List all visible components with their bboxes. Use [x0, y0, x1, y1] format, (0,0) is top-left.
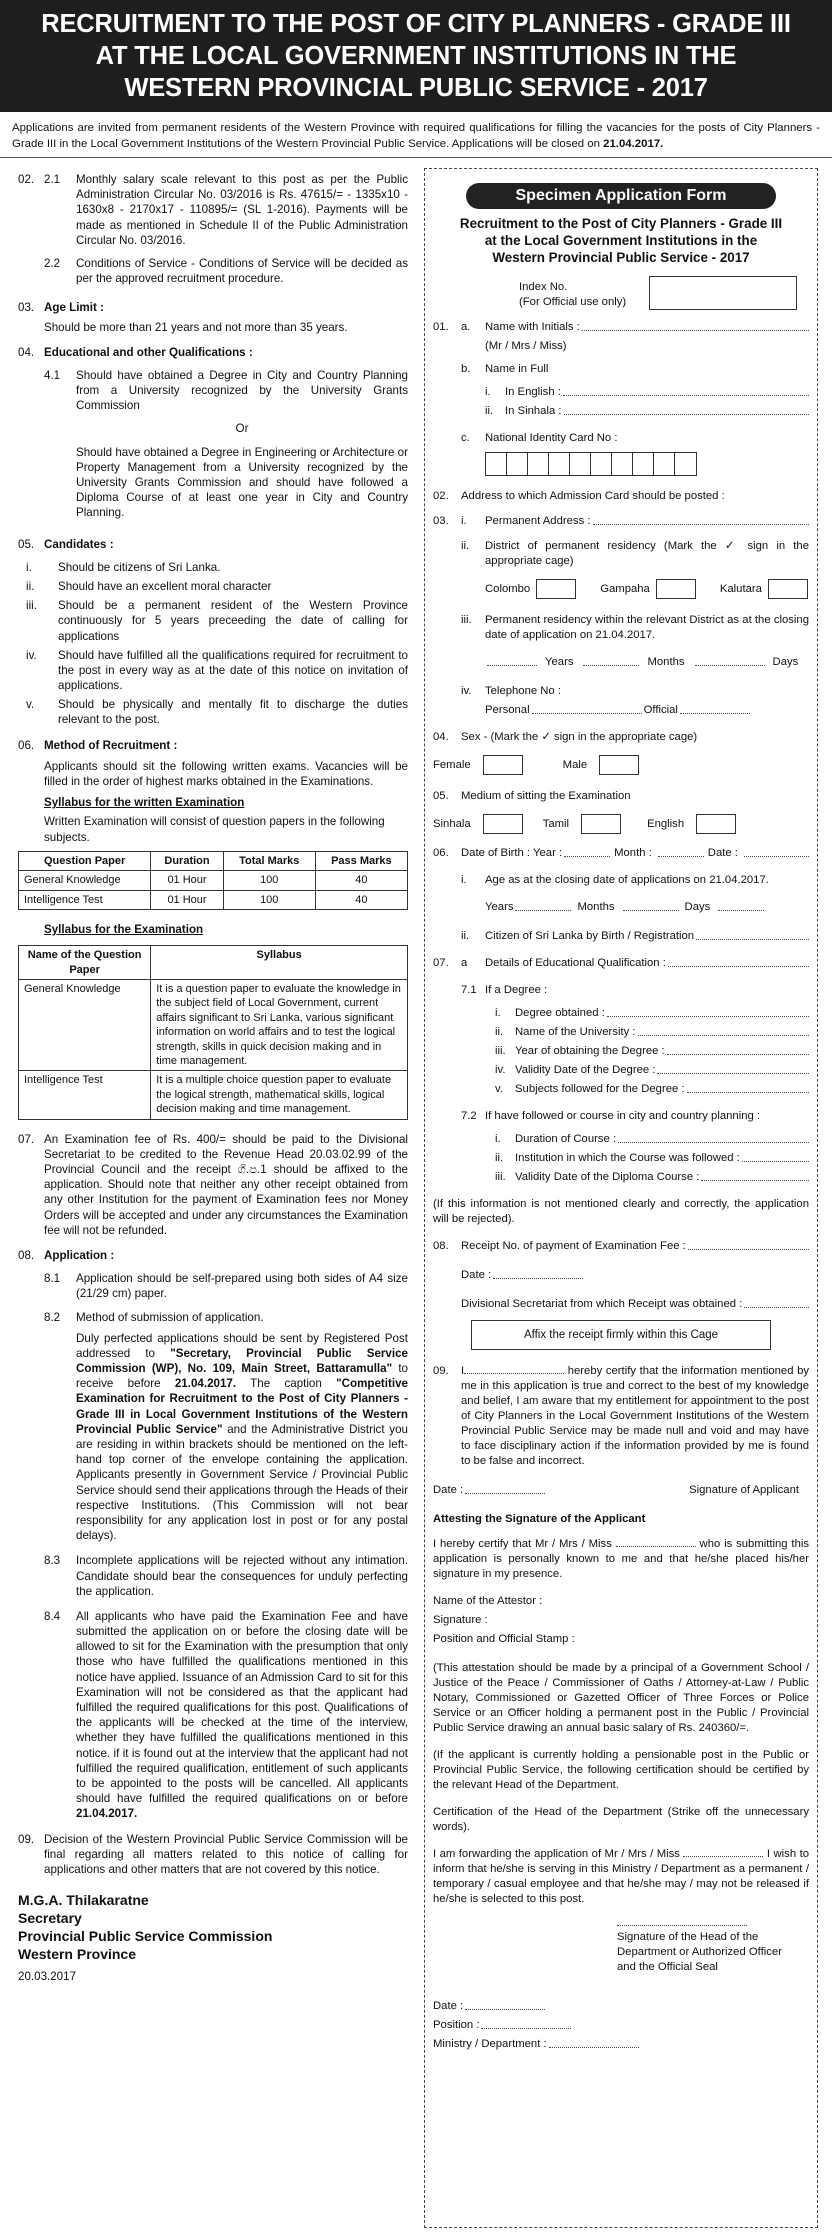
section-05: 05. Candidates : [18, 537, 114, 551]
list-item: iii. Should be a permanent resident of the Western Province continuously for 5 years preceeding the date of calling for applications [26, 599, 408, 643]
kalutara-checkbox[interactable] [768, 579, 808, 599]
nic-boxes[interactable] [485, 452, 809, 479]
section-02: 02. 2.1 Monthly salary scale relevant to this post as per the Public Administration Circular No. 03/2016 is Rs. 47615/= - 1335x10 - 1630x8 - 2170x17 - 110895/= (SL 1-2016). Payments will be made as mentioned in Schedule II of the Public Administration Circular No. 03/2016. 2.2 Conditions of Service - Conditions of Service will be decided as per the approved recruitment procedure. [18, 173, 408, 286]
name-english-field[interactable] [563, 385, 809, 396]
section-04: 04. Educational and other Qualifications : [18, 345, 253, 359]
conditions-text: Conditions of Service - Conditions of Service will be decided as per the approved recruitment procedure. [76, 256, 408, 286]
index-box[interactable] [649, 276, 797, 310]
hod-signature: Signature of the Head of the Department or Authorized Officer and the Official Seal [617, 1925, 809, 1975]
section-07: 07. An Examination fee of Rs. 400/= should be paid to the Divisional Secretariat to be credited to the Revenue Head 20.03.02.99 of the Provincial Council and the receipt ගි.ප.1 should be affixed to the application. Should note that neither any other receipt obtained from any other Institution for the payment of Examination fees nor Money Orders will be accepted and under any circumstances the Examination fee will not be refunded. [18, 1132, 408, 1237]
header-line-1: RECRUITMENT TO THE POST OF CITY PLANNERS - GRADE III [41, 10, 791, 38]
section-03: 03. Age Limit : [18, 301, 104, 315]
candidate-list [18, 560, 408, 728]
signatory-name: M.G.A. Thilakaratne [18, 1892, 149, 1909]
index-no: Index No. (For Official use only) [519, 276, 809, 310]
rejection-note: (If this information is not mentioned clearly and correctly, the application will be rejected). [433, 1198, 809, 1226]
female-checkbox[interactable] [483, 755, 523, 775]
decision-text: Decision of the Western Provincial Public Service Commission will be final regarding all matters related to this notice of calling for applications and other matters that are not covered by this notice. [44, 1832, 408, 1876]
list-item: iv. Should have fulfilled all the qualifications required for recruitment to the post in every way as at the date of this notice on invitation of applications. [26, 648, 408, 693]
divider [0, 157, 832, 158]
hod-certification: Certification of the Head of the Department (Strike off the unnecessary words). [433, 1806, 809, 1834]
exam-table [18, 851, 408, 910]
permanent-address-field[interactable] [593, 514, 810, 525]
syllabus-table [18, 945, 408, 1119]
tamil-checkbox[interactable] [581, 814, 621, 834]
name-initials-field[interactable] [582, 320, 809, 331]
form-badge: Specimen Application Form [466, 183, 776, 209]
receipt-cage[interactable]: Affix the receipt firmly within this Cage [471, 1320, 771, 1350]
table-row: General Knowledge It is a question paper to evaluate the knowledge in the subject field of Local Government, current affairs significant to Sri Lanka, various significant information on world affairs and to test the logical strength, skills in quick decision making and in time management. [19, 979, 408, 1070]
forwarding-text: I am forwarding the application of Mr / Mrs / Miss I wish to inform that he/she is serving in this Ministry / Department as a permanent / temporary / casual employee and that he/she may / may not be released if he/she is selected to this post. [433, 1848, 810, 1906]
submission-text: Duly perfected applications should be sent by Registered Post addressed to "Secretary, Provincial Public Service Commission (WP), No. 109, Main Street, Battaramulla" to receive before 21.04.2017. The caption "Competitive Examination for Recruitment to the Post of City Planners - Grade III in Local Government Institutions of the Western Provincial Public Service" and the Administrative District you are residing in within brackets should be mentioned on the left-hand top corner of the envelope containing the application. Applicants presently in Government Service / Provincial Public Service should send their applications through the Heads of their respective Institutions. (This Commission will not bear responsibility for any application lost in post or for any postal delays). [76, 1331, 409, 1543]
table-row: General Knowledge 01 Hour 100 40 [19, 871, 408, 890]
page-header [0, 0, 832, 112]
form-title: Recruitment to the Post of City Planners - Grade III at the Local Government Institutions in the Western Provincial Public Service - 2017 [459, 216, 783, 265]
syllabus-written-text: Written Examination will consist of question papers in the following subjects. [44, 815, 385, 844]
section-09: 09. Decision of the Western Provincial Public Service Commission will be final regarding all matters related to this notice of calling for applications and other matters that are not covered by this notice. [18, 1832, 408, 1876]
header-line-3: WESTERN PROVINCIAL PUBLIC SERVICE - 2017 [124, 74, 708, 102]
fee-text: An Examination fee of Rs. 400/= should be paid to the Divisional Secretariat to be credited to the Revenue Head 20.03.02.99 of the Provincial Council and the receipt ගි.ප.1 should be affixed to the application. Should note that neither any other receipt obtained from any other Institution for the payment of Examination fees nor Money Orders will be accepted and under any circumstances the Examination fee will not be refunded. [44, 1132, 408, 1237]
english-checkbox[interactable] [696, 814, 736, 834]
list-item: v. Should be physically and mentally fit to discharge the duties relevant to the post. [26, 698, 408, 727]
section-06: 06. Method of Recruitment : [18, 738, 178, 752]
qualification-1: Should have obtained a Degree in City and Country Planning from a University recognized by the University Grants Commission [76, 368, 408, 413]
attest-heading: Attesting the Signature of the Applicant [433, 1513, 646, 1526]
signature-applicant: Signature of Applicant [689, 1484, 799, 1497]
syllabus-written-heading: Syllabus for the written Examination [44, 796, 245, 810]
column-header: Syllabus [151, 946, 408, 980]
or-label: Or [235, 422, 249, 436]
column-header: Name of the Question Paper [19, 946, 151, 980]
list-item: ii. Should have an excellent moral character [26, 579, 272, 593]
application-form: Specimen Application Form Recruitment to the Post of City Planners - Grade III at the Local Government Institutions in the Western Provincial Public Service - 2017 Index No. (For Official use only) 01. a. Name with Initials : (Mr / Mrs / Miss) b. Name in Full i. In English : ii. In Sinhala : c. National Identity Card No : 02. Address to which Admission Card should be posted : 03. i. Permanent Address : ii. District of permanent residency (Mark the ✓ sign in the appropriate cage) Colombo Gampaha Kalutara iii. Permanent residency within the relevant District as at the closing date of application on 21.04.2017. Years Months Days iv. Telephone No : Personal Official 04. Sex - (Mark the ✓ sign in the appropriate cage) Female Male 05. Medium of sitting the Examination Sinhala Tamil English 06. Date of Birth : Year : Month : Date : i. Age as at the closing date of applications on 21.04.2017. Years Months Days ii. Citizen of Sri Lanka by Birth / Registration 07. a Details of Educational Qualification : 7.1 If a Degree : i. Degree obtained : ii. Name of the University : iii. Year of obtaining the Degree : iv. Validity Date of the Degree : v. Subjects followed for the Degree : 7.2 If have followed or course in city and country planning : i. Duration of Course : ii. Institution in which the Course was followed : iii. Validity Date of the Diploma Course : (If this information is not mentioned clearly and correctly, the application will be rejected). 08. Receipt No. of payment of Examination Fee : Date : Divisional Secretariat from which Receipt was obtained : Affix the receipt firmly within this Cage 09. I hereby certify that the information mentioned by me in this application is true and correct to the best of my knowledge and belief, I am aware that my entitlement for appointment to the post of City Planners in the Local Government Institutions of the Western Provincial Public Service may be made null and void and may have to face disciplinary action if the information provided by me is found to be false and incorrect. Date : Signature of Applicant Attesting the Signature of the Applicant I hereby certify that Mr / Mrs / Miss who is submitting this application is personally known to me and that he/she placed his/her signature in my presence. Name of the Attestor : Signature : Position and Official Stamp : (This attestation should be made by a principal of a Government School / Justice of the Peace / Commissioner of Oaths / Attorney-at-Law / Public Notary, Commissioned or Gazetted Officer of Three Forces or Police Service or an Officer holding a permanent post in the Public / Provincial Public Service drawing an annual basic salary of Rs. 240360/=. (If the applicant is currently holding a pensionable post in the Public or Provincial Public Service, the following certification should be certified by the relevant Head of the Department. Certification of the Head of the Department (Strike off the unnecessary words). I am forwarding the application of Mr / Mrs / Miss I wish to inform that he/she is serving in this Ministry / Department as a permanent / temporary / casual employee and that he/she may / may not be released if he/she is selected to this post. Signature of the Head of the Department or Authorized Officer and the Official Seal Date : Position : Ministry / Department : [424, 168, 818, 2228]
salary-text: Monthly salary scale relevant to this post as per the Public Administration Circular No. 03/2016 is Rs. 47615/= - 1335x10 - 1630x8 - 2170x17 - 110895/= (SL 1-2016). Payments will be made as mentioned in Schedule II of the Public Administration Circular No. 03/2016. [76, 173, 408, 247]
name-sinhala-field[interactable] [564, 404, 809, 415]
signatory-date: 20.03.2017 [18, 1970, 77, 1984]
column-header: Duration [151, 851, 224, 870]
column-header: Question Paper [19, 851, 151, 870]
header-line-2: AT THE LOCAL GOVERNMENT INSTITUTIONS IN THE [95, 42, 737, 70]
table-row: Intelligence Test It is a multiple choice question paper to evaluate the logical strength, mathematical skills, logical decision making and time management. [19, 1071, 408, 1119]
pensionable-note: (If the applicant is currently holding a pensionable post in the Public or Provincial Public Service, the following certification should be certified by the relevant Head of the Department. [433, 1749, 809, 1792]
list-item: i. Should be citizens of Sri Lanka. [26, 560, 221, 574]
intro-paragraph: Applications are invited from permanent residents of the Western Province with required qualifications for filling the vacancies for the posts of City Planners - Grade III in the Local Government Institutions of the Western Provincial Public Service. Applications will be closed on 21.04.2017. [12, 122, 820, 150]
notice-column: 02. 2.1 Monthly salary scale relevant to this post as per the Public Administration Circular No. 03/2016 is Rs. 47615/= - 1335x10 - 1630x8 - 2170x17 - 110895/= (SL 1-2016). Payments will be made as mentioned in Schedule II of the Public Administration Circular No. 03/2016. 2.2 Conditions of Service - Conditions of Service will be decided as per the approved recruitment procedure. 03. Age Limit : Should be more than 21 years and not more than 35 years. 04. Educational and other Qualifications : 4.1 Should have obtained a Degree in City and Country Planning from a University recognized by the University Grants Commission Or Should have obtained a Degree in Engineering or Architecture or Property Management from a University recognized by the University Grants Commission and should have followed a Diploma Course of at least one year in City and Country Planning. 05. Candidates : i. Should be citizens of Sri Lanka. ii. Should have an excellent moral character iii. Should be a permanent resident of the Western Province continuously for 5 years preceeding the date of calling for applications iv. Should have fulfilled all the qualifications required for recruitment to the post in every way as at the date of this notice on invitation of applications. v. Should be physically and mentally fit to discharge the duties relevant to the post. 06. Method of Recruitment : Applicants should sit the following written exams. Vacancies will be filled in the order of highest marks obtained in the Examinations. Syllabus for the written Examination Written Examination will consist of question papers in the following subjects. Question Paper Duration Total Marks Pass Marks General Knowledge 01 Hour 100 40 Intelligence Test 01 Hour 100 40 Syllabus for the Examination Name of the Question Paper Syllabus General Knowledge It is a question paper to evaluate the knowledge in the subject field of Local Government, current affairs significant to Sri Lanka, various significant information on world affairs and to test the logical strength, skills in quick decision making and in time management. Intelligence Test It is a multiple choice question paper to evaluate the logical strength, mathematical skills, logical decision making and time management. 07. An Examination fee of Rs. 400/= should be paid to the Divisional Secretariat to be credited to the Revenue Head 20.03.02.99 of the Provincial Council and the receipt ගි.ප.1 should be affixed to the application. Should note that neither any other receipt obtained from any other Institution for the payment of Examination fees nor Money Orders will be accepted and under any circumstances the Examination fee will not be refunded. 08. Application : 8.1 Application should be self-prepared using both sides of A4 size (21/29 cm) paper. 8.2 Method of submission of application. Duly perfected applications should be sent by Registered Post addressed to "Secretary, Provincial Public Service Commission (WP), No. 109, Main Street, Battaramulla" to receive before 21.04.2017. The caption "Competitive Examination for Recruitment to the Post of City Planners - Grade III in Local Government Institutions of the Western Provincial Public Service" and the Administrative District you are residing in within brackets should be mentioned on the left-hand top corner of the envelope containing the application. Applicants presently in Government Service / Provincial Public Service should send their applications through the Heads of their respective Institutions. (This Commission will not bear responsibility for any application lost in post or for any postal delays). 8.3 Incomplete applications will be rejected without any intimation. Candidate should bear the consequences for unduly perfecting the application. 8.4 All applicants who have paid the Examination Fee and have submitted the application on or before the closing date will be allowed to sit for the Examination with the presumption that only those who have fulfilled the qualifications mentioned in this notice have applied. Issuance of an Admission Card to sit for this Examination will not be considered as that the applicant had fulfilled the required qualifications for this post. Qualifications of the applicants will be checked at the time of the interview, whether they have fulfilled the qualifications mentioned in this notice. if it is found out at the interview that the applicant had not fulfilled the required qualification, entitlement of such applicants to be appointed to the posts will be cancelled. All applicants should have fulfilled the required qualifications on or before 21.04.2017. 09. Decision of the Western Provincial Public Service Commission will be final regarding all matters related to this notice of calling for applications and other matters that are not covered by this notice. M.G.A. Thilakaratne Secretary Provincial Public Service Commission Western Province 20.03.2017 [18, 173, 409, 1984]
attest-note: (This attestation should be made by a principal of a Government School / Justice of the Peace / Commissioner of Oaths / Attorney-at-Law / Public Notary, Commissioned or Gazetted Officer of Three Forces or Police Service or an Officer holding a permanent post in the Public / Provincial Public Service drawing an annual basic salary of Rs. 240360/=. [433, 1662, 809, 1735]
section-08: 08. Application : [18, 1248, 115, 1262]
signatory: M.G.A. Thilakaratne Secretary Provincial Public Service Commission Western Province 20.03.2017 [18, 1891, 408, 1984]
qualification-2: Should have obtained a Degree in Engineering or Architecture or Property Management from a University recognized by the University Grants Commission and should have followed a Diploma Course of at least one year in City and Country Planning. [76, 445, 408, 520]
gampaha-checkbox[interactable] [656, 579, 696, 599]
table-row: Intelligence Test 01 Hour 100 40 [19, 890, 408, 909]
male-checkbox[interactable] [599, 755, 639, 775]
syllabus-heading: Syllabus for the Examination [44, 922, 204, 936]
column-header: Pass Marks [315, 851, 407, 870]
age-limit-text: Should be more than 21 years and not more than 35 years. [44, 320, 348, 334]
recruitment-text: Applicants should sit the following written exams. Vacancies will be filled in the order of highest marks obtained in the Examinations. [44, 759, 408, 788]
colombo-checkbox[interactable] [536, 579, 576, 599]
column-header: Total Marks [223, 851, 315, 870]
sinhala-checkbox[interactable] [483, 814, 523, 834]
